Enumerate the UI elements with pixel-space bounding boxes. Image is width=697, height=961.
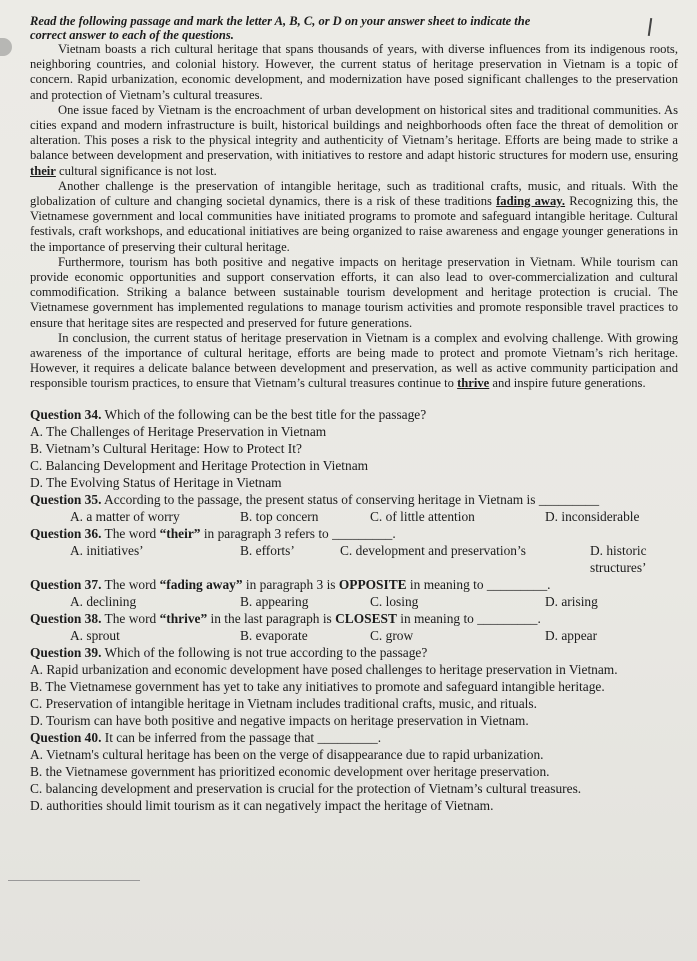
q34-option-c[interactable]: C. Balancing Development and Heritage Protection in Vietnam <box>30 457 369 473</box>
question-key-term: CLOSEST <box>335 610 397 626</box>
q40-option-a[interactable]: A. Vietnam's cultural heritage has been on the verge of disappearance due to rapid urbanization. <box>30 746 544 762</box>
question-stem: It can be inferred from the passage that _________. <box>101 729 382 745</box>
question-number: Question 40. <box>30 729 102 745</box>
p5-text-b: and inspire future generations. <box>489 376 646 391</box>
passage-paragraph-4: Furthermore, tourism has both positive and negative impacts on heritage preservation in Vietnam. While tourism can provide economic opportunities and support conservation efforts, it can also lead to over-commercialization and cultural commodification. Striking a balance between sustainable tourism development and heritage protection is crucial. The Vietnamese government has implemented regulations to manage tourism activities and promote responsible travel practices to ensure that heritage sites are respected and preserved for future generations. <box>30 254 678 330</box>
q37-options <box>30 593 678 610</box>
p2-text-a: One issue faced by Vietnam is the encroachment of urban development on historical sites and traditional communities. As cities expand and modern infrastructure is built, historical buildings and neighborhoods often face the threat of demolition or alteration. This poses a risk to the physical integrity and authenticity of Vietnam’s heritage. Efforts are being made to strike a balance between development and preservation, with initiatives to restore and adapt historic structures for modern use, ensuring <box>30 102 678 163</box>
q40-option-c[interactable]: C. balancing development and preservation is crucial for the protection of Vietnam’s cultural treasures. <box>30 780 582 796</box>
question-stem: Which of the following is not true according to the passage? <box>101 644 428 660</box>
q39-option-c[interactable]: C. Preservation of intangible heritage in Vietnam includes traditional crafts, music, and rituals. <box>30 695 537 711</box>
q36-option-b[interactable]: B. efforts’ <box>240 542 295 558</box>
q40-option-d[interactable]: D. authorities should limit tourism as it can negatively impact the heritage of Vietnam. <box>30 797 494 813</box>
question-number: Question 36. <box>30 525 102 541</box>
question-stem: Which of the following can be the best title for the passage? <box>101 406 427 422</box>
q40-option-b[interactable]: B. the Vietnamese government has prioritized economic development over heritage preservation. <box>30 763 550 779</box>
q38-option-d[interactable]: D. appear <box>545 627 598 643</box>
q39-option-a[interactable]: A. Rapid urbanization and economic development have posed challenges to heritage preservation in Vietnam. <box>30 661 618 677</box>
footer-rule <box>8 880 140 881</box>
question-stem-c: in meaning to _________. <box>406 576 551 592</box>
question-stem-a: The word <box>101 525 160 541</box>
q39-option-d[interactable]: D. Tourism can have both positive and negative impacts on heritage preservation in Vietnam. <box>30 712 529 728</box>
passage-paragraph-5 <box>30 331 678 392</box>
q36-options <box>30 542 678 576</box>
q37-option-c[interactable]: C. losing <box>370 593 419 609</box>
q38-option-c[interactable]: C. grow <box>370 627 414 643</box>
question-number: Question 39. <box>30 644 102 660</box>
question-35 <box>30 491 678 508</box>
q35-option-d[interactable]: D. inconsiderable <box>545 508 640 524</box>
question-keyword: “fading away” <box>159 576 243 592</box>
question-stem-b: in paragraph 3 is <box>242 576 339 592</box>
underlined-word-thrive: thrive <box>457 376 490 391</box>
question-34 <box>30 406 678 423</box>
q36-option-a[interactable]: A. initiatives’ <box>70 542 144 558</box>
passage-paragraph-3 <box>30 179 678 255</box>
exam-content <box>30 14 678 814</box>
q35-option-c[interactable]: C. of little attention <box>370 508 475 524</box>
question-stem-a: The word <box>101 610 160 626</box>
p3-text-a: Another challenge is the preservation of intangible heritage, such as traditional crafts, music, and rituals. With the globalization of culture and changing societal dynamics, there is a risk of these traditions <box>30 178 678 209</box>
p2-text-b: cultural significance is not lost. <box>55 163 217 178</box>
q38-option-b[interactable]: B. evaporate <box>240 627 308 643</box>
question-number: Question 38. <box>30 610 102 626</box>
q38-options <box>30 627 678 644</box>
question-stem-b: in the last paragraph is <box>207 610 336 626</box>
q34-option-b[interactable]: B. Vietnam’s Cultural Heritage: How to Protect It? <box>30 440 302 456</box>
q34-option-d[interactable]: D. The Evolving Status of Heritage in Vietnam <box>30 474 282 490</box>
p5-text-a: In conclusion, the current status of heritage preservation in Vietnam is a complex and evolving challenge. With growing awareness of the importance of cultural heritage, efforts are being made to protect and promote Vietnam’s rich heritage. However, it requires a delicate balance between development and preservation, as well as active community participation and responsible tourism practices, to ensure that Vietnam’s cultural treasures continue to <box>30 330 678 391</box>
question-stem-a: The word <box>101 576 160 592</box>
instruction-line-2: correct answer to each of the questions. <box>30 28 234 42</box>
question-38 <box>30 610 678 627</box>
question-keyword: “their” <box>159 525 201 541</box>
underlined-word-their: their <box>30 163 56 178</box>
q37-option-b[interactable]: B. appearing <box>240 593 309 609</box>
question-number: Question 35. <box>30 491 102 507</box>
q37-option-d[interactable]: D. arising <box>545 593 598 609</box>
q39-option-b[interactable]: B. The Vietnamese government has yet to take any initiatives to promote and safeguard intangible heritage. <box>30 678 605 694</box>
question-keyword: “thrive” <box>159 610 208 626</box>
question-number: Question 34. <box>30 406 102 422</box>
question-stem-c: in meaning to _________. <box>396 610 541 626</box>
q34-option-a[interactable]: A. The Challenges of Heritage Preservation in Vietnam <box>30 423 327 439</box>
passage-paragraph-1: Vietnam boasts a rich cultural heritage that spans thousands of years, with diverse influences from its indigenous roots, neighboring countries, and colonial history. However, the current status of heritage preservation in Vietnam is a topic of concern. Rapid urbanization, economic development, and modernization have posed significant challenges to the preservation and protection of Vietnam’s cultural treasures. <box>30 42 678 102</box>
q35-options <box>30 508 678 525</box>
passage-paragraph-2 <box>30 103 678 179</box>
q38-option-a[interactable]: A. sprout <box>70 627 120 643</box>
question-40 <box>30 729 678 746</box>
q35-option-a[interactable]: A. a matter of worry <box>70 508 180 524</box>
underlined-phrase-fading-away: fading away. <box>496 194 566 209</box>
p3-text-b: Recognizing this, the Vietnamese government and local communities have initiated programs to promote and safeguard intangible heritage. Cultural festivals, craft workshops, and educational initiatives are being organized to raise awareness and engage younger generations in the importance of preserving their cultural heritage. <box>30 194 679 254</box>
q36-option-d[interactable]: D. historic structures’ <box>590 542 647 575</box>
q35-option-b[interactable]: B. top concern <box>240 508 319 524</box>
q36-option-c[interactable]: C. development and preservation’s <box>340 542 526 558</box>
questions-section <box>30 406 678 814</box>
question-number: Question 37. <box>30 576 102 592</box>
question-stem: According to the passage, the present status of conserving heritage in Vietnam is _________ <box>101 491 600 507</box>
question-stem-b: in paragraph 3 refers to _________. <box>200 525 396 541</box>
instruction-line-1: Read the following passage and mark the letter A, B, C, or D on your answer sheet to indicate the <box>30 14 531 28</box>
question-36 <box>30 525 678 542</box>
question-39 <box>30 644 678 661</box>
question-key-term: OPPOSITE <box>338 576 407 592</box>
question-37 <box>30 576 678 593</box>
q37-option-a[interactable]: A. declining <box>70 593 137 609</box>
page-edge-mark <box>0 38 12 56</box>
